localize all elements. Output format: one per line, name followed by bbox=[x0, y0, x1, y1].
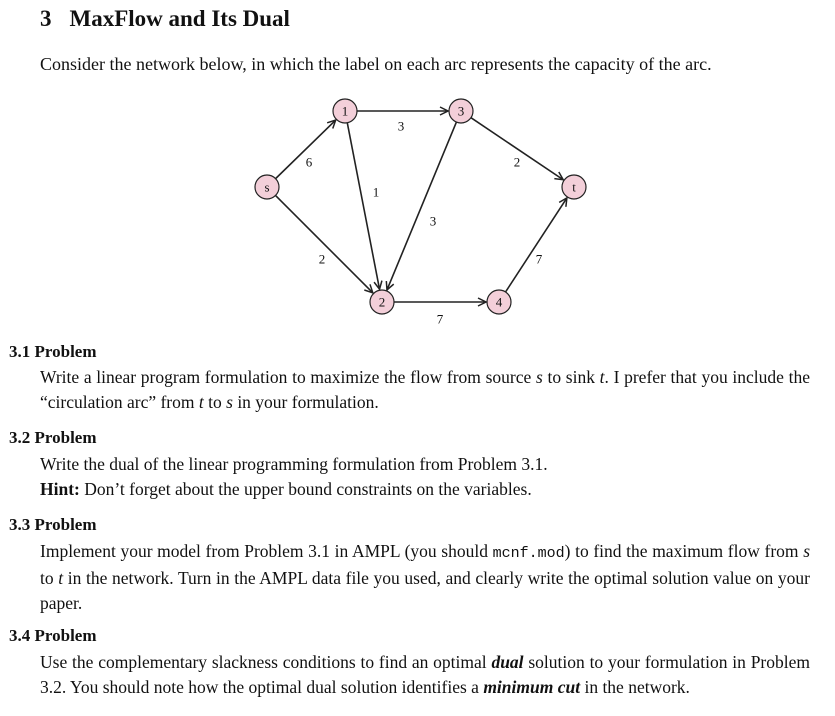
capacity-label-1-3: 3 bbox=[397, 118, 405, 134]
arc-3-t bbox=[471, 118, 563, 180]
text-fragment: to bbox=[203, 392, 227, 412]
arc-1-2 bbox=[347, 123, 379, 289]
problem-3-4-text bbox=[40, 650, 810, 700]
arc-3-2 bbox=[387, 122, 456, 290]
node-s bbox=[255, 175, 279, 199]
capacity-label-4-t: 7 bbox=[535, 251, 543, 267]
text-fragment: in the network. bbox=[580, 677, 690, 697]
node-label: s bbox=[264, 179, 270, 195]
node-1 bbox=[333, 99, 357, 123]
text-fragment: s bbox=[226, 392, 233, 412]
capacity-label-3-t: 2 bbox=[513, 154, 521, 170]
node-t bbox=[562, 175, 586, 199]
capacity-label-s-1: 6 bbox=[305, 154, 313, 170]
text-fragment: t bbox=[198, 392, 204, 412]
text-fragment: s bbox=[535, 367, 543, 387]
network-diagram bbox=[0, 0, 835, 340]
node-3 bbox=[449, 99, 473, 123]
node-label: 1 bbox=[341, 103, 349, 119]
capacity-label-2-4: 7 bbox=[436, 311, 444, 327]
text-fragment: ) to find the maximum flow from bbox=[564, 541, 804, 561]
problem-3-3-heading: 3.3 Problem bbox=[9, 515, 97, 534]
problem-3-2-hint bbox=[40, 477, 810, 502]
hint-text: Don’t forget about the upper bound constraints on the variables. bbox=[79, 479, 532, 499]
text-fragment: solution to your formulation in Problem 3.2. You should note how the optimal dual solution identifies a bbox=[40, 652, 810, 697]
text-fragment: Use the complementary slackness conditions to find an optimal bbox=[40, 652, 492, 672]
problem-3-1-text bbox=[40, 365, 810, 415]
hint-label: Hint: bbox=[40, 479, 80, 499]
text-fragment: t bbox=[58, 568, 64, 588]
arc-4-t bbox=[506, 198, 567, 292]
text-fragment: . I prefer that you include the “circulation arc” from bbox=[40, 367, 810, 412]
text-fragment: to sink bbox=[542, 367, 600, 387]
arc-s-2 bbox=[275, 195, 372, 292]
problem-3-3-text bbox=[40, 539, 810, 616]
node-4 bbox=[487, 290, 511, 314]
capacity-label-1-2: 1 bbox=[372, 184, 380, 200]
capacity-label-s-2: 2 bbox=[318, 251, 326, 267]
text-fragment: to bbox=[40, 568, 59, 588]
text-fragment: Implement your model from Problem 3.1 in AMPL (you should bbox=[40, 541, 493, 561]
text-fragment: t bbox=[599, 367, 605, 387]
node-label: 2 bbox=[378, 294, 386, 310]
text-fragment: Write a linear program formulation to maximize the flow from source bbox=[40, 367, 536, 387]
arc-s-1 bbox=[276, 120, 336, 179]
node-label: t bbox=[572, 179, 576, 195]
text-fragment: s bbox=[803, 541, 810, 561]
problem-3-2-heading: 3.2 Problem bbox=[9, 428, 97, 447]
problem-3-2-text bbox=[40, 452, 810, 502]
problem-3-2-line: Write the dual of the linear programming formulation from Problem 3.1. bbox=[40, 454, 548, 474]
text-fragment: in your formulation. bbox=[232, 392, 379, 412]
node-label: 3 bbox=[457, 103, 465, 119]
intro-text: Consider the network below, in which the label on each arc represents the capacity of the arc. bbox=[40, 54, 712, 74]
section-title-text: MaxFlow and Its Dual bbox=[69, 6, 290, 31]
node-label: 4 bbox=[495, 294, 503, 310]
text-fragment: mcnf.mod bbox=[492, 545, 565, 562]
capacity-label-3-2: 3 bbox=[429, 213, 437, 229]
text-fragment: minimum cut bbox=[483, 677, 581, 697]
node-2 bbox=[370, 290, 394, 314]
problem-3-1-heading: 3.1 Problem bbox=[9, 342, 97, 361]
text-fragment: in the network. Turn in the AMPL data file you used, and clearly write the optimal solution value on your paper. bbox=[40, 568, 810, 613]
section-number: 3 bbox=[40, 6, 52, 31]
problem-3-4-heading: 3.4 Problem bbox=[9, 626, 97, 645]
text-fragment: dual bbox=[491, 652, 524, 672]
